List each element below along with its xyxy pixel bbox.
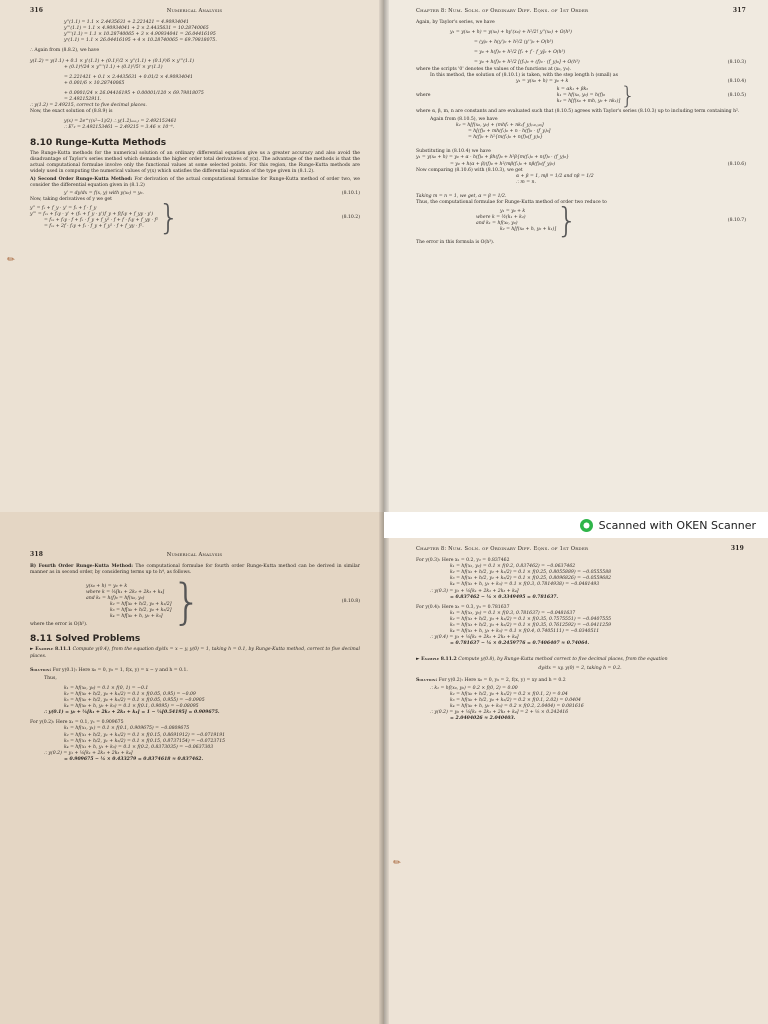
- equation-line: y'' = fₓ + f_y · y' = fₓ + f · f_y: [30, 206, 97, 212]
- equation-line: k₁ = hf(x₂, y₂) = 0.1 × f(0.2, 0.837462) = −0.0637462: [450, 564, 576, 570]
- equation-line: k₂ = hf(x₃ + h/2, y₃ + k₁/2) = 0.1 × f(0.35, 0.7575551) = −0.0407555: [450, 616, 612, 622]
- equation-line: where k = ⅙[k₁ + 2k₂ + 2k₃ + k₄]: [86, 590, 165, 596]
- equation-line: = fₓₓ + 2f · fₓy + fₓ · f_y + f_y² · f + f_yy · f².: [44, 224, 144, 230]
- result-line: ∴ y(1.2) = 2.49215, correct to five decimal places.: [30, 103, 147, 109]
- equation-line: ∴ k₁ = hf(x₀, y₀) = 0.2 × f(0, 2) = 0.00: [430, 685, 518, 691]
- equation-line: k₂ = hf[x₀ + h/2, y₀ + k₁/2]: [110, 602, 172, 608]
- section-heading: 8.10 Runge-Kutta Methods: [30, 137, 167, 148]
- equation-line: k₂ = hf(x₂ + h/2, y₂ + k₁/2) = 0.1 × f(0.25, 0.8055889) = −0.0555588: [450, 570, 612, 576]
- example-label: ► Example 8.11.2: [416, 657, 457, 663]
- equation-line: k₂ = hf(x₀ + h/2, y₀ + k₁/2) = 0.2 × f(0.1, 2) = 0.04: [450, 691, 568, 697]
- equation: y' = dy/dx = f(x, y) with y(x₀) = y₀.: [64, 191, 144, 197]
- book-page-317: [384, 0, 768, 512]
- section-heading: 8.11 Solved Problems: [30, 634, 141, 645]
- right-brace: }: [556, 201, 578, 242]
- text-line: Now comparing (8.10.6) with (8.10.3), we get: [416, 167, 523, 173]
- page-header-title: Numerical Analysis: [166, 8, 223, 14]
- text-line: Now, the exact solution of (8.8.9) is: [30, 109, 113, 115]
- equation-line: k₄ = hf(x₁ + h, y₁ + k₃) = 0.1 × f(0.2, 0.8373035) = −0.0637303: [64, 744, 214, 750]
- scanner-logo-icon: [580, 519, 593, 532]
- equation-line: ∴ Eᵀ₂ = 2.492153461 − 2.49215 = 3.46 × 10⁻⁶.: [64, 125, 175, 131]
- equation-line: = 0.837462 − ⅙ × 0.3349495 = 0.781637.: [450, 594, 559, 600]
- equation-number: (8.10.8): [341, 599, 360, 605]
- text-line: Again, by Taylor's series, we have: [416, 20, 495, 26]
- equation-line: k₄ = hf[x₀ + h, y₀ + k₃]: [110, 614, 163, 620]
- solution-text: For y(0.1): Here x₀ = 0, y₀ = 1, f(x, y) = x − y and h = 0.1.: [52, 667, 188, 673]
- example-text: Compute y(0.4), from the equation dy/dx = x − y, y(0) = 1, taking h = 0.1, by Runge-Kutta method, correct to five decimal places.: [30, 647, 360, 659]
- equation-line: k₂ = h[f(x₀ + h, y₀ + k₁)]: [500, 227, 557, 233]
- equation-line: α + β = 1, mβ = 1/2 and nβ = 1/2: [516, 173, 594, 179]
- scanner-watermark-bar: [384, 512, 768, 538]
- text-line: ∴ Again from (8.8.2), we have: [30, 48, 100, 54]
- equation-line: ∴ y(0.1) = y₀ + ⅙[k₁ + 2k₂ + 2k₃ + k₄] = 1 − ⅙[0.54195] = 0.909675.: [44, 710, 220, 716]
- equation-line: where k = ½(k₁ + k₂): [476, 214, 526, 220]
- equation-line: k₃ = hf(x₂ + h/2, y₂ + k₂/2) = 0.1 × f(0.25, 0.8096826) = −0.0559682: [450, 576, 612, 582]
- equation-line: k₃ = hf[x₀ + h/2, y₀ + k₂/2]: [110, 608, 172, 614]
- equation-line: k₂ = h[f(x₀, y₀) + (mhfₓ + nk₁f_y)₍ₓ₀,ᵧ₀₎]: [456, 123, 544, 129]
- equation-line: y₁ = y₀ + k: [500, 208, 526, 214]
- equation-number: (8.10.1): [341, 191, 360, 197]
- text-line: For y(0.3): Here x₂ = 0.2, y₂ = 0.837462: [416, 558, 510, 564]
- equation-line: + (0.1)⁴/24 × y''''(1.1) + (0.1)⁵/5! × yᵛ(1.1): [64, 64, 163, 70]
- solution-intro: [416, 678, 744, 684]
- equation-line: k₂ = hf(x₁ + h/2, y₁ + k₁/2) = 0.1 × f(0.15, 0.8691912) = −0.0719191: [64, 732, 226, 738]
- equation-number: (8.10.5): [727, 92, 746, 98]
- text-line: Thus, the computational formulae for Runge-Kutta method of order two reduce to: [416, 199, 607, 205]
- equation-line: k₃ = hf(x₃ + h/2, y₃ + k₂/2) = 0.1 × f(0.35, 0.7612592) = −0.0411259: [450, 623, 612, 629]
- scanner-label: Scanned with OKEN Scanner: [598, 518, 756, 532]
- equation-line: = 0.781637 − ⅙ × 0.2459776 = 0.7406407 ≈ 0.74064.: [450, 641, 590, 647]
- solution-label: Solution:: [416, 677, 438, 683]
- equation-line: = y₀ + h(f)₀ + h²/2 [fₓ + f · f_y]₀ + O(h³): [474, 50, 566, 56]
- equation: y₁ = y(x₀ + h) = y₀ + k: [516, 78, 569, 84]
- equation-number: (8.10.2): [341, 215, 360, 221]
- equation-line: = h[(f)₀ + mh(fₓ)₀ + n · h(f)₀ · (f_y)₀]: [468, 129, 551, 135]
- equation-line: ∴ y(0.2) = y₁ + ⅙[k₁ + 2k₂ + 2k₃ + k₄]: [44, 750, 133, 756]
- equation-number: (8.10.6): [727, 161, 746, 167]
- page-header-title: Chapter 8: Num. Soln. of Ordinary Diff. Eqns. of 1st Order: [416, 8, 589, 14]
- example-text: Compute y(0.8), by Runge-Kutta method correct to five decimal places, from the equation: [458, 657, 668, 663]
- equation-line: and k₁ = hf(x₀, y₀): [476, 221, 518, 227]
- text-line: Thus,: [44, 675, 57, 681]
- equation-line: k₂ = hf(x₀ + h/2, y₀ + k₁/2) = 0.1 × f(0.05, 0.95) = −0.09: [64, 691, 196, 697]
- equation-line: k₁ = hf(x₀, y₀) = h(f)₀: [556, 92, 606, 98]
- equation-line: + 0.001/6 × 10.28740065: [64, 80, 125, 86]
- text-line: The error in this formula is O(h³).: [416, 240, 495, 246]
- page-number: 316: [30, 7, 44, 14]
- equation-line: = h(f)₀ + h²{m(fₓ)₀ + n(f)₀(f_y)₀}: [468, 135, 543, 141]
- equation-group: [476, 201, 578, 242]
- book-page-318: [0, 512, 384, 1024]
- example-label: ► Example 8.11.1: [30, 647, 71, 653]
- example-statement: [30, 647, 360, 659]
- equation-line: y(1.2) = y(1.1) + 0.1 × y'(1.1) + (0.1)²/2 × y''(1.1) + (0.1)³/6 × y'''(1.1): [30, 58, 195, 64]
- pencil-mark: ✎: [5, 253, 18, 267]
- paragraph: The Runge-Kutta methods for the numerical solution of an ordinary differential equation give us a greater accuracy and also avoid the disadvantage of Taylor's series method which demands the higher order total derivatives of y(x). The advantage of the methods is that the actual computational formulae involve only the functional values at some selected points. For this region, the Runge-Kutta methods are widely used in computing the numerical values of y(x) which satisfies the differential equation of the type given in (8.1.2).: [30, 150, 360, 174]
- text-line: Substituting in (8.10.4) we have: [416, 149, 491, 155]
- equation-group: [86, 574, 203, 631]
- paragraph: where α, β, m, n are constants and are evaluated such that (8.10.5) agrees with Taylor's series (8.10.3) up to including term containing h².: [416, 108, 740, 114]
- equation-line: ∴ y(0.4) = y₃ + ⅙[k₁ + 2k₂ + 2k₃ + k₄]: [430, 635, 519, 641]
- equation-line: = 2.492152911.: [64, 97, 102, 103]
- right-brace: }: [158, 198, 180, 239]
- equation-group: [556, 81, 636, 110]
- equation-line: k₄ = hf(x₂ + h, y₂ + k₃) = 0.1 × f(0.3, 0.7814938) = −0.0481493: [450, 582, 600, 588]
- equation-line: = (y)₀ + h(y')₀ + h²/2 (y'')₀ + O(h³): [474, 40, 554, 46]
- equation-line: k₁ = hf(x₃, y₃) = 0.1 × f(0.3, 0.781637) = −0.0481637: [450, 610, 576, 616]
- text-line: For y(0.4): Here x₃ = 0.3, y₃ = 0.781637: [416, 604, 510, 610]
- text-line: In this method, the solution of (8.10.1) is taken, with the step length h (small) as: [430, 72, 618, 78]
- book-page-316: [0, 0, 384, 512]
- text-line: Again from (8.10.5), we have: [430, 116, 498, 122]
- equation-line: k₃ = hf(x₀ + h/2, y₀ + k₂/2) = 0.2 × f(0.1, 2.02) = 0.0404: [450, 697, 581, 703]
- equation-line: k₃ = hf(x₀ + h/2, y₀ + k₂/2) = 0.1 × f(0.05, 0.955) = −0.0905: [64, 698, 205, 704]
- equation-line: y₁ = y(x₀ + h) = y₀ + α · h(f)₀ + βh(f)₀ + h²β{m(fₓ)₀ + n(f)₀ · (f_y)₀}: [416, 155, 570, 161]
- subsection-title: A) Second Order Runge-Kutta Method:: [30, 176, 133, 182]
- text-where: where: [416, 92, 431, 98]
- equation-line: y₁ = y(x₀ + h) = y(x₀) + hy'(x₀) + h²/2! y''(x₀) + O(h³): [450, 30, 572, 36]
- equation-line: and k₁ = h(f)₀ = hf(x₀, y₀): [86, 596, 145, 602]
- equation-line: = 0.909675 − ⅙ × 0.433279 = 0.8374618 ≈ 0.837462.: [64, 756, 204, 762]
- equation-line: = fₓₓ + fₓy · f + fₓ · f_y + f_y² · f + f · fₓy + f_yy · f²: [44, 218, 159, 224]
- equation-line: y''(1.1) = 1.1 × 2.4435631 + 2.221421 = 4.90934041: [64, 20, 189, 26]
- equation-line: k₁ = hf(x₁, y₁) = 0.1 × f(0.1, 0.909675) = −0.0809675: [64, 726, 190, 732]
- page-number: 317: [732, 7, 746, 14]
- running-head: [30, 552, 360, 558]
- book-page-319: [384, 512, 768, 1024]
- running-head: [416, 8, 746, 14]
- equation-line: = 2.0404026 ≈ 2.040403.: [450, 716, 516, 722]
- equation-line: y(x₀ + h) = y₀ + k: [86, 584, 128, 589]
- running-head: [416, 546, 744, 552]
- equation-number: (8.10.7): [727, 218, 746, 224]
- equation-line: y''''(1.1) = 1.1 × 10.28740065 + 3 × 4.90934041 = 26.04416195: [64, 32, 216, 38]
- page-header-title: Chapter 8: Num. Soln. of Ordinary Diff. Eqns. of 1st Order: [416, 546, 589, 552]
- text-line: where the error is O(h⁵).: [30, 622, 88, 628]
- running-head: [30, 8, 360, 14]
- equation-line: k₁ = hf(x₀, y₀) = 0.1 × f(0, 1) = −0.1: [64, 685, 149, 691]
- equation: = y₀ + h(α + β)(f)₀ + h²(mβ(fₓ)₀ + nβ(f)₀(f_y)₀): [450, 161, 556, 167]
- solution-intro: [30, 668, 360, 674]
- equation-line: k₄ = hf(x₀ + h, y₀ + k₃) = 0.2 × f(0.2, 2.0404) = 0.081616: [450, 703, 584, 709]
- equation-line: = 2.221421 + 0.1 × 2.4435631 + 0.01/2 × 4.90934041: [64, 74, 193, 80]
- right-brace: }: [171, 574, 203, 631]
- equation-line: y''' = fₓₓ + fₓy · y' + (fₓ + f_y · y')f_y + f(fₓy + f_yy · y'): [30, 212, 154, 218]
- equation-line: k₄ = hf(x₃ + h, y₃ + k₃) = 0.1 × f(0.4, 0.7405111) = −0.0340511: [450, 629, 600, 635]
- text-line: For y(0.2): Here x₁ = 0.1, y₁ = 0.909675: [30, 720, 124, 726]
- subsection-title: B) Fourth Order Runge-Kutta Method:: [30, 564, 133, 570]
- equation-line: k₂ = h[f(x₀ + mh, y₀ + nk₁)]: [556, 98, 621, 104]
- right-brace: }: [620, 81, 636, 110]
- paragraph: [30, 177, 360, 189]
- equation-line: y(x) = 2e^((x²−1)/2) ∴ y(1.2)ₑₓₐ꜀ₜ = 2.492153461: [64, 119, 177, 125]
- example-statement: [416, 657, 744, 663]
- equation-line: + 0.0001/24 × 26.04416195 + 0.00001/120 × 69.79818075: [64, 90, 204, 96]
- page-number: 319: [730, 545, 744, 552]
- solution-label: Solution:: [30, 667, 52, 673]
- equation-number: (8.10.4): [727, 78, 746, 84]
- equation-line: ∴ y(0.2) = y₀ + ⅙[k₁ + 2k₂ + 2k₃ + k₄] = 2 + ⅙ × 0.242416: [430, 710, 569, 716]
- equation-line: k₄ = hf(x₀ + h, y₀ + k₃) = 0.1 × f(0.1, 0.9095) = −0.08095: [64, 704, 199, 710]
- equation-line: k₃ = hf(x₁ + h/2, y₁ + k₂/2) = 0.1 × f(0.15, 0.8737154) = −0.0723715: [64, 738, 226, 744]
- paragraph-text: The computational formulae for fourth order Runge-Kutta method can be derived in similar manner as in second order, by considering terms up to h⁴, as follows.: [30, 564, 360, 576]
- equation-line: dy/dx = xy, y(0) = 2, taking h = 0.2.: [538, 665, 622, 671]
- equation-line: k = αk₁ + βk₂: [556, 86, 589, 92]
- equation-line: ∴ m = n.: [516, 179, 536, 185]
- paragraph-text: For derivation of the actual computational formulae for Runge-Kutta method of order two, we consider the differential equation given in (8.1.2): [30, 176, 360, 189]
- page-header-title: Numerical Analysis: [166, 552, 223, 558]
- pencil-mark: ✎: [391, 856, 404, 870]
- equation: = y₀ + h(f)₀ + h²/2 [(fₓ)₀ + (f)₀ · (f_y)₀] + O(h³): [474, 60, 580, 66]
- equation-line: ∴ y(0.3) = y₂ + ⅙[k₁ + 2k₂ + 2k₃ + k₄]: [430, 588, 519, 594]
- text-line: Now, taking derivatives of y we get: [30, 197, 112, 203]
- equation-line: y'''(1.1) = 1.1 × 4.90934041 + 2 × 2.4435631 = 10.28740065: [64, 26, 209, 32]
- equation-line: yᵛ(1.1) = 1.1 × 26.04416195 + 4 × 10.28740065 = 69.79818075.: [64, 38, 217, 44]
- text-line: where the scripts '0' denotes the values of the functions at (x₀, y₀).: [416, 66, 571, 72]
- solution-text: For y(0.2): Here x₀ = 0, y₀ = 2, f(x, y) = xy and h = 0.2: [438, 677, 566, 683]
- page-number: 318: [30, 551, 44, 558]
- equation-number: (8.10.3): [727, 60, 746, 66]
- text-line: Taking m = n = 1, we get, α = β = 1/2.: [416, 193, 507, 199]
